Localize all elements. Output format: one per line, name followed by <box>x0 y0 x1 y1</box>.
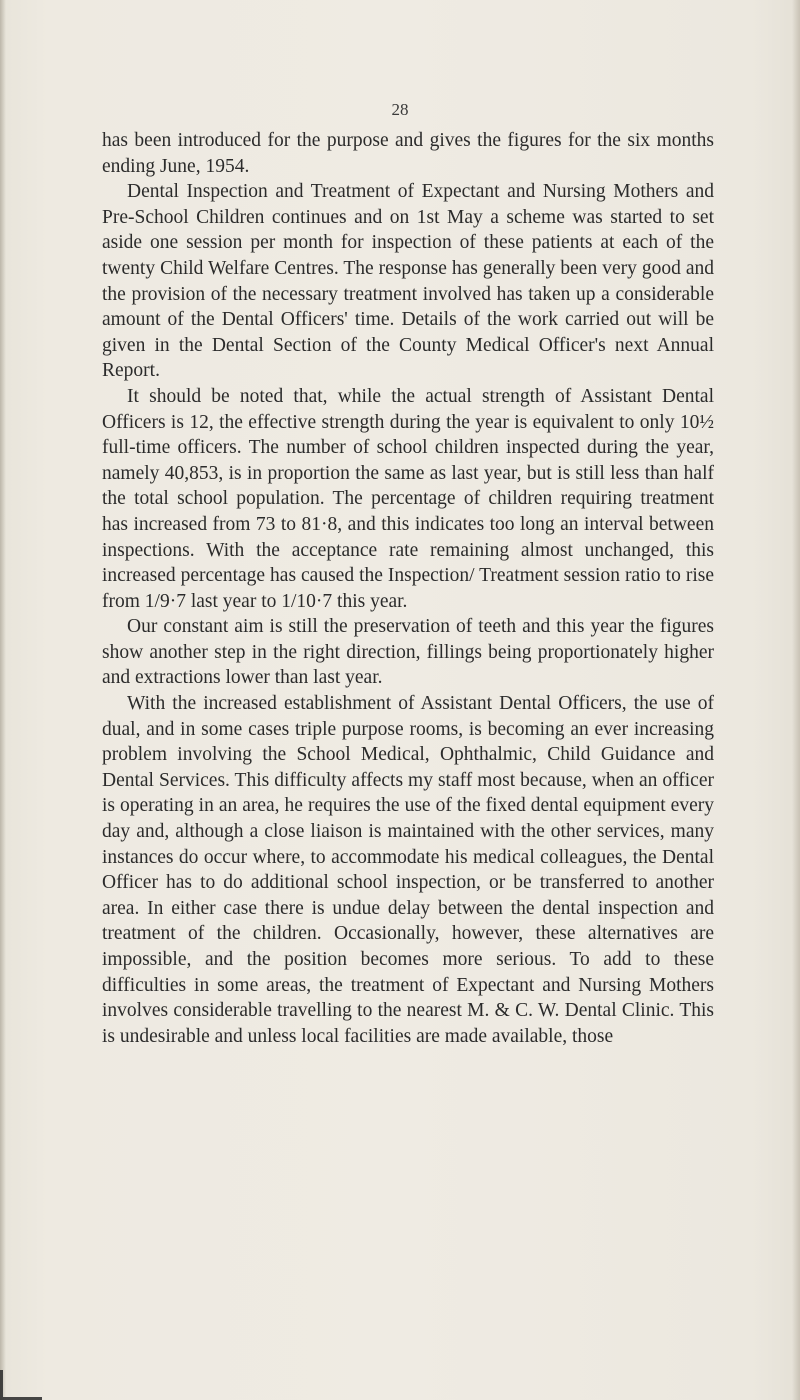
paragraph-continuation: has been introduced for the purpose and gives the figures for the six months ending June, 1954. <box>102 130 714 177</box>
paragraph-preservation: Our constant aim is still the preservation of teeth and this year the figures show another step in the right direction, fillings being proportionately higher and extractions lower than last year. <box>102 616 714 689</box>
paragraph-staff-strength: It should be noted that, while the actual strength of Assistant Dental Officers is 12, the effective strength during the year is equivalent to only 10½ full-time officers. The number of school children inspected during the year, namely 40,853, is in proportion the same as last year, but is still less than half the total school population. The percentage of children requiring treatment has increased from 73 to 81·8, and this indicates too long an interval between inspections. With the acceptance rate remaining almost unchanged, this increased percentage has caused the Inspection/ Treatment session ratio to rise from 1/9·7 last year to 1/10·7 this year. <box>102 385 714 612</box>
paragraph-rooms-problem: With the increased establishment of Assistant Dental Officers, the use of dual, and in some cases triple purpose rooms, is becoming an ever increasing problem involving the School Medical, Ophthalmic, Child Guidance and Dental Services. This difficulty affects my staff most because, when an officer is operating in an area, he requires the use of the fixed dental equipment every day and, although a close liaison is maintained with the other services, many instances do occur where, to accommodate his medical colleagues, the Dental Officer has to do additional school inspection, or be transferred to another area. In either case there is undue delay between the dental inspection and treatment of the children. Occasionally, however, these alternatives are impossible, and the position becomes more serious. To add to these difficulties in some areas, the treatment of Expectant and Nursing Mothers involves considerable travelling to the nearest M. & C. W. Dental Clinic. This is undesirable and unless local facilities are made available, those <box>102 693 714 1047</box>
page-number: 28 <box>391 100 409 119</box>
body-text <box>102 128 714 1049</box>
page-edge-shadow-right <box>792 0 800 1400</box>
page-edge-shadow-left <box>0 0 6 1400</box>
scan-corner-mark <box>0 1370 42 1400</box>
paragraph-dental-mothers: Dental Inspection and Treatment of Expectant and Nursing Mothers and Pre-School Children continues and on 1st May a scheme was started to set aside one session per month for inspection of these patients at each of the twenty Child Welfare Centres. The response has generally been very good and the provision of the necessary treatment involved has taken up a considerable amount of the Dental Officers' time. Details of the work carried out will be given in the Dental Section of the County Medical Officer's next Annual Report. <box>102 181 714 382</box>
